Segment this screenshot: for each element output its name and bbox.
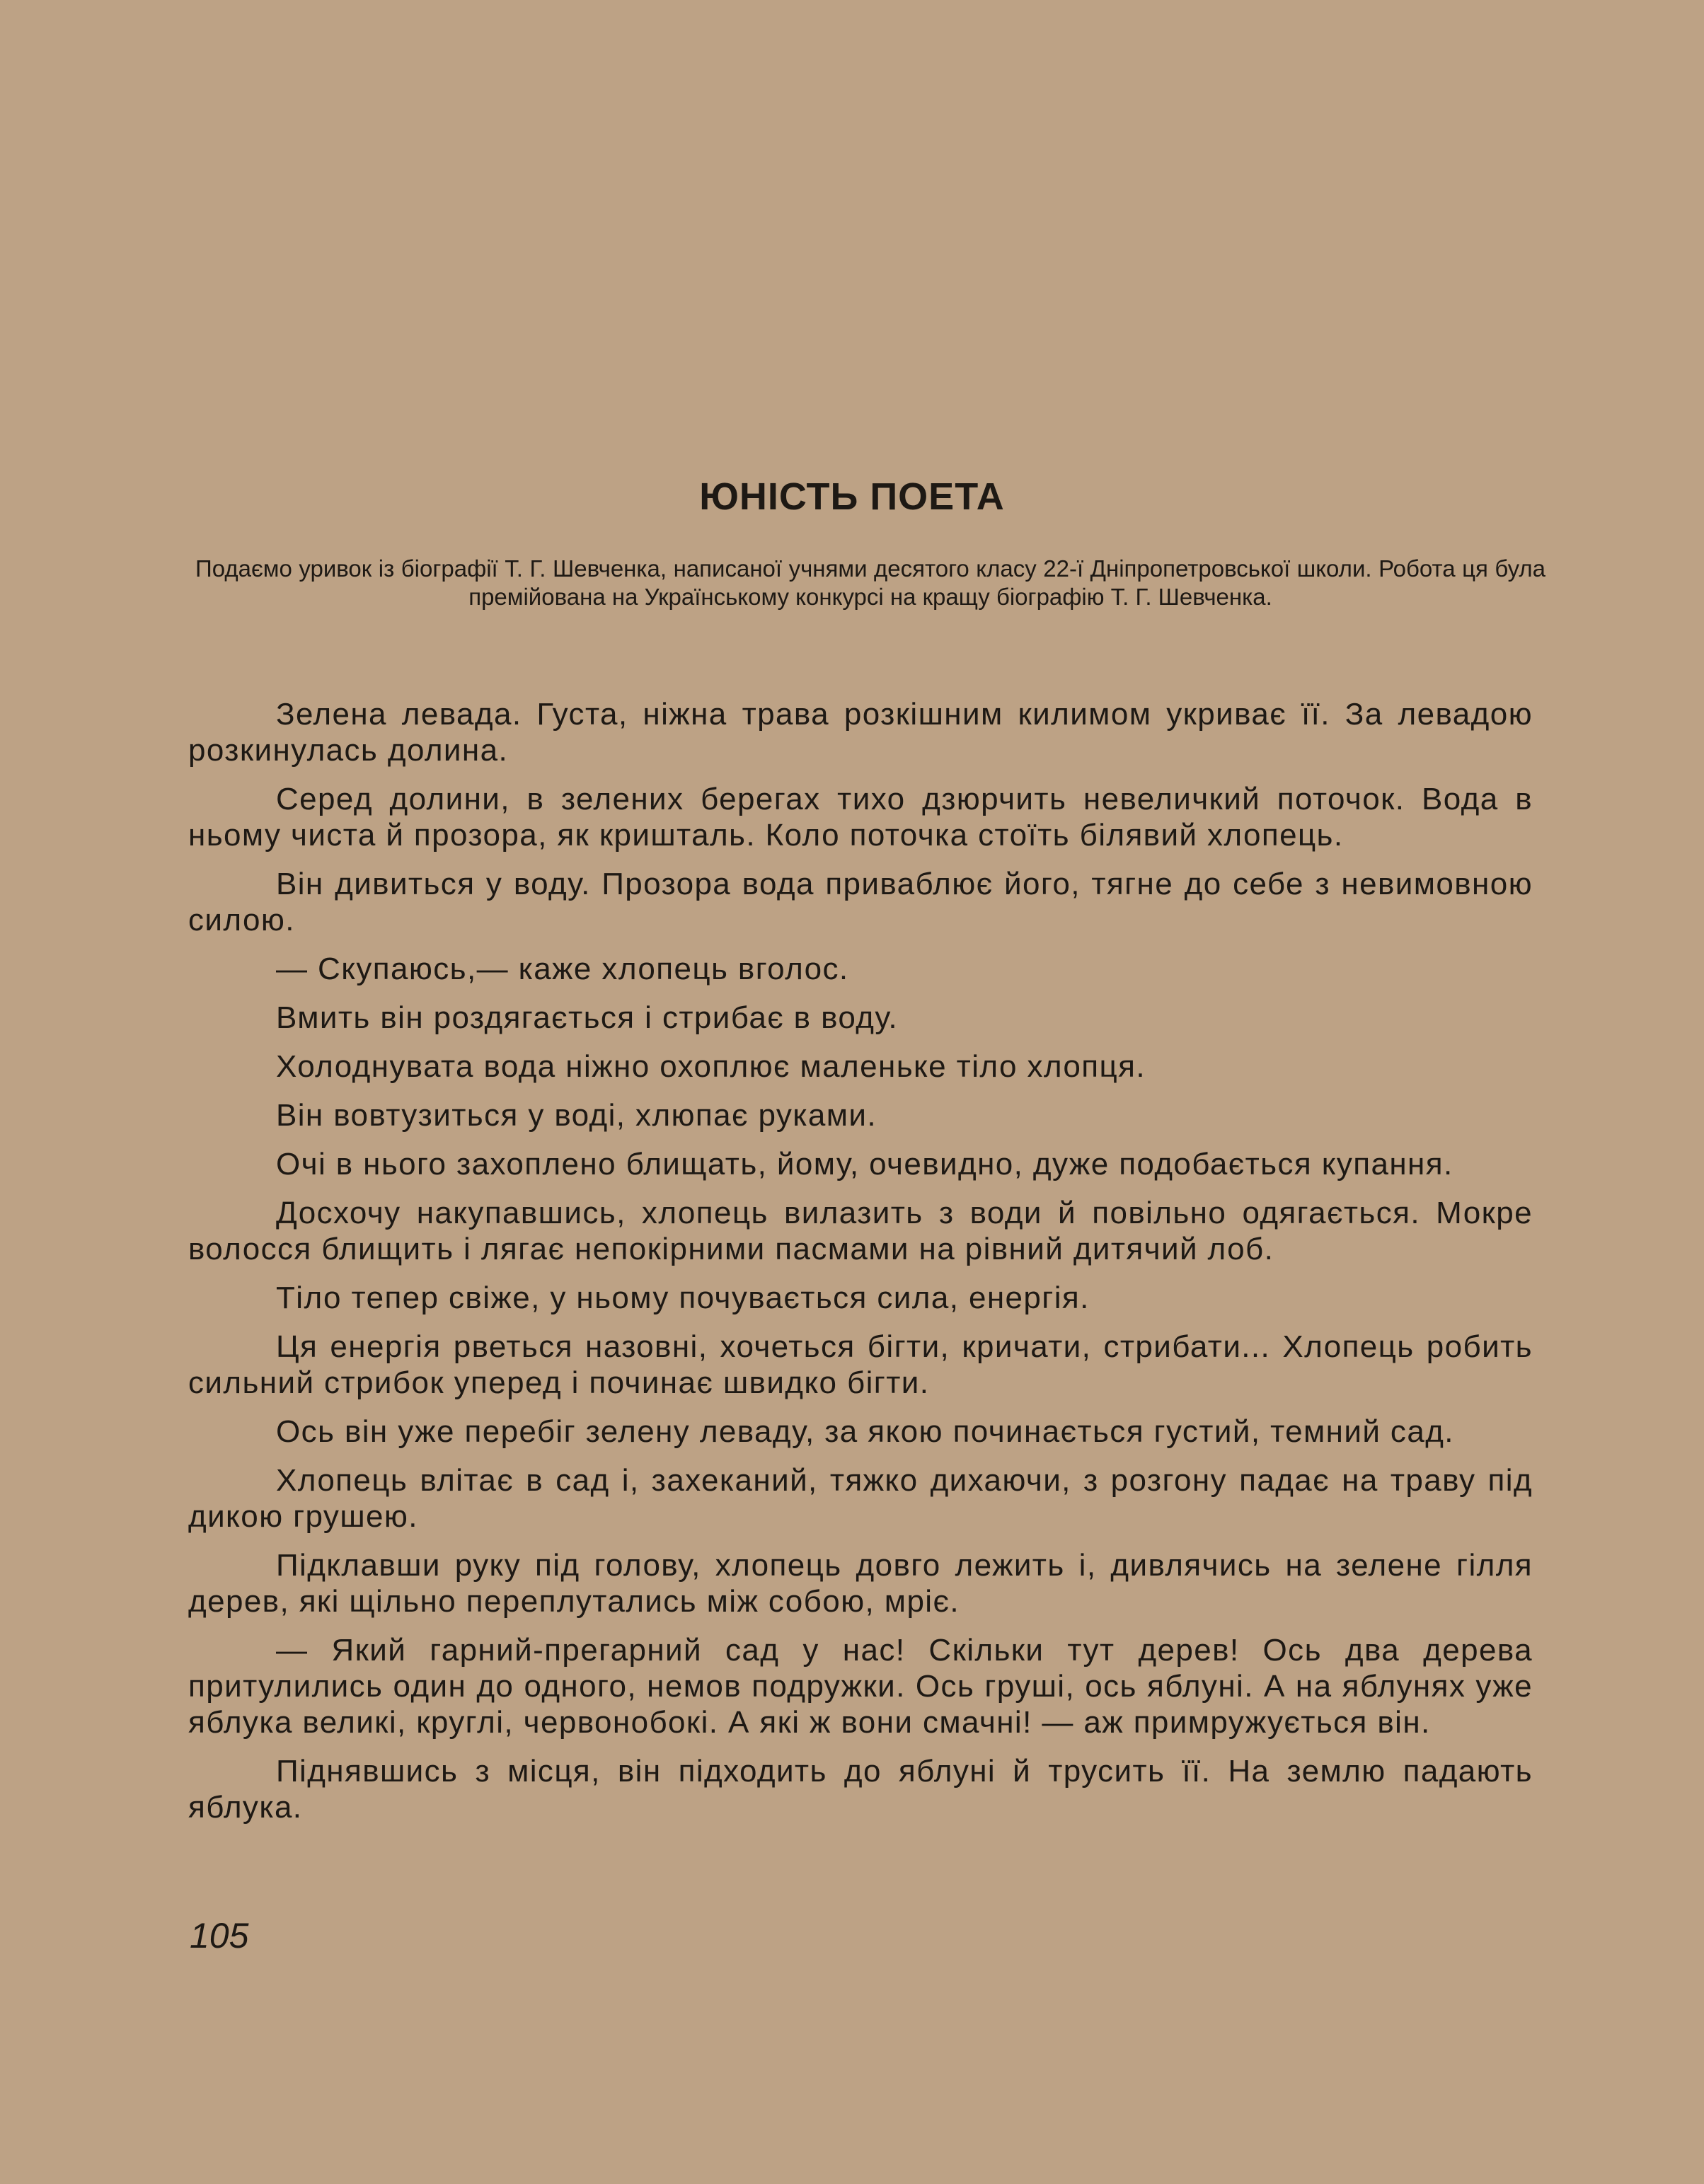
paragraph: Вмить він роздягається і стрибає в воду.	[276, 1000, 898, 1035]
page-title: ЮНІСТЬ ПОЕТА	[699, 475, 1005, 518]
paragraph: Хлопець влітає в сад і, захеканий, тяжко дихаючи, з розгону падає на траву під дикою грушею.	[188, 1463, 1533, 1534]
paragraph: Ось він уже перебіг зелену леваду, за якою починається густий, темний сад.	[276, 1414, 1454, 1449]
paragraph: Він вовтузиться у воді, хлюпає руками.	[276, 1098, 877, 1133]
paragraph: Ця енергія рветься назовні, хочеться бігти, кричати, стрибати... Хлопець робить сильний стрибок уперед і починає швидко бігти.	[188, 1329, 1533, 1400]
paragraph: Піднявшись з місця, він підходить до яблуні й трусить її. На землю падають яблука.	[188, 1754, 1533, 1825]
body-text	[188, 696, 1533, 1838]
paragraph: Серед долини, в зелених берегах тихо дзюрчить невеличкий поточок. Вода в ньому чиста й прозора, як кришталь. Коло поточка стоїть білявий хлопець.	[188, 782, 1533, 853]
paragraph: Підклавши руку під голову, хлопець довго лежить і, дивлячись на зелене гілля дерев, які щільно переплутались між собою, мріє.	[188, 1548, 1533, 1619]
paragraph: Досхочу накупавшись, хлопець вилазить з води й повільно одягається. Мокре волосся блищить і лягає непокірними пасмами на рівний дитячий лоб.	[188, 1196, 1533, 1266]
intro-note: Подаємо уривок із біографії Т. Г. Шевченка, написаної учнями десятого класу 22-ї Дніпропетровської школи. Робота ця була премійована на Українському конкурсі на кращу біографію Т. Г. Шевченка.	[195, 555, 1545, 610]
paragraph: Очі в нього захоплено блищать, йому, очевидно, дуже подобається купання.	[276, 1147, 1453, 1181]
paragraph: Зелена левада. Густа, ніжна трава розкішним килимом укриває її. За левадою розкинулась долина.	[188, 697, 1533, 768]
paragraph: Він дивиться у воду. Прозора вода приваблює його, тягне до себе з невимовною силою.	[188, 867, 1533, 937]
page-number: 105	[190, 1916, 249, 1955]
paragraph: — Який гарний-прегарний сад у нас! Скільки тут дерев! Ось два дерева притулились один до одного, немов подружки. Ось груші, ось яблуні. А на яблунях уже яблука великі, круглі, червонобокі. А які ж вони смачні! — аж примружується він.	[188, 1633, 1533, 1740]
paragraph: Холоднувата вода ніжно охоплює маленьке тіло хлопця.	[276, 1049, 1146, 1084]
paragraph: — Скупаюсь,— каже хлопець вголос.	[276, 952, 849, 986]
paragraph: Тіло тепер свіже, у ньому почувається сила, енергія.	[276, 1281, 1090, 1315]
